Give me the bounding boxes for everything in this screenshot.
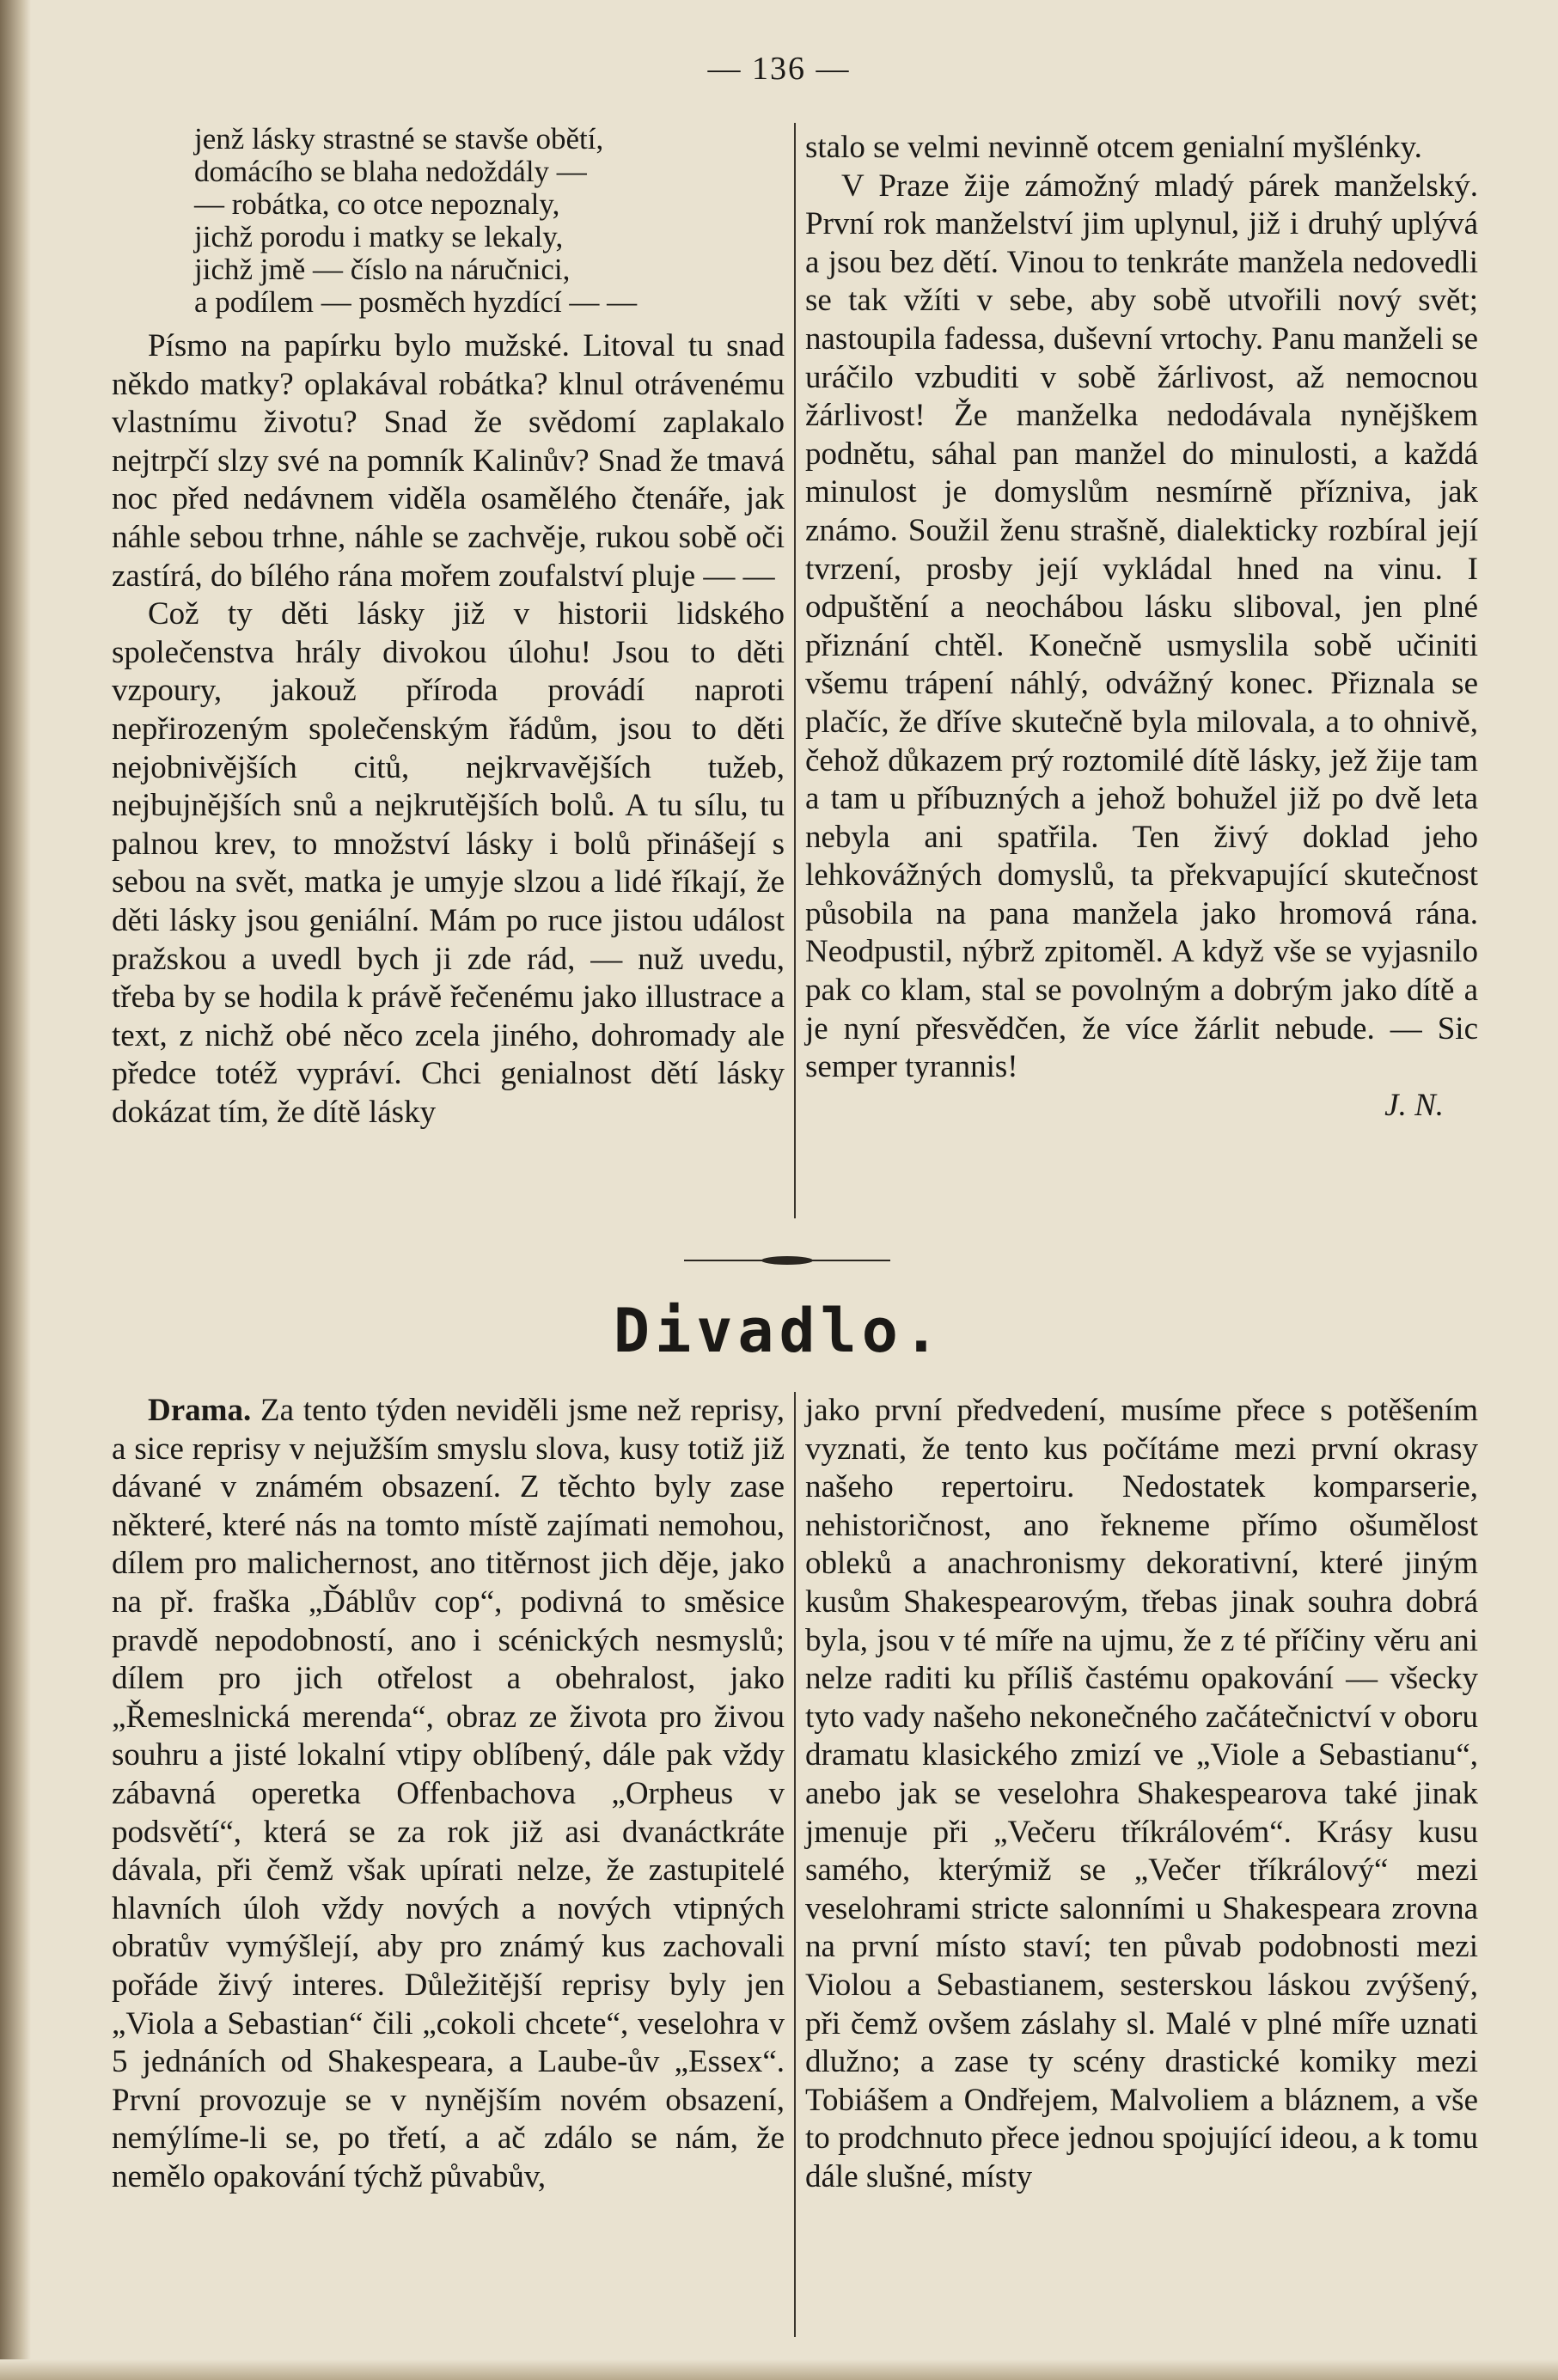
- poem-line: — robátka, co otce nepoznaly,: [194, 187, 560, 221]
- section-ornament: [684, 1256, 890, 1265]
- column-divider: [794, 1392, 796, 2337]
- drama-lead: Drama.: [148, 1393, 252, 1428]
- paragraph: jako první předvedení, musíme přece s potěšením vyznati, že tento kus počítáme mezi první okrasy našeho repertoiru. Nedostatek komparserie, nehistoričnost, ano řekneme přímo ošumělost obleků a anachronismy dekorativní, které jiným kusům Shakespearovým, třebas jinak souhra dobrá byla, jsou v té míře na ujmu, že z té příčiny věru ani nelze raditi ku příliš častému opakování — všecky tyto vady našeho nekonečného začátečnictví v oboru dramatu klasického zmizí ve „Viole a Sebastianu“, anebo jak se veselohra Shakespearova také jinak jmenuje při „Večeru tříkrálovém“. Krásy kusu samého, kterýmiž se „Večer tříkrálový“ mezi veselohrami stricte salonními u Shakespeara zrovna na první místo staví; ten půvab podobnosti mezi Violou a Sebastianem, sesterskou láskou zvýšený, při čemž ovšem záslahy sl. Malé v plné míře uznati dlužno; a zase ty scény drastické komiky mezi Tobiášem a Ondřejem, Malvoliem a bláznem, a vše to prodchnuto přece jednou spojující ideou, a k tomu dále slušné, místy: [805, 1393, 1478, 2194]
- page-bottom-edge: [0, 2359, 1558, 2380]
- page-number: — 136 —: [707, 51, 851, 87]
- section-title: Divadlo.: [613, 1296, 945, 1366]
- paragraph: Což ty děti lásky již v historii lidského společenstva hrály divokou úlohu! Jsou to děti vzpoury, jakouž příroda provádí naproti nepřirozeným společenským řádům, jsou to děti nejobnivějších citů, nejkrvavějších tužeb, nejbujnějších snů a nejkrutějších bolů. A tu sílu, tu palnou krev, to množství lásky i bolů přinášejí s sebou na svět, matka je umyje slzou a lidé říkají, že děti lásky jsou geniální. Mám po ruce jistou událost pražskou a uvedl bych ji zde rád, — nuž uvedu, třeba by se hodila k právě řečenému jako illustrace a text, z nichž obé něco zcela jiného, dohromady ale předce totéž vypráví. Chci genialnost dětí lásky dokázat tím, že dítě lásky: [112, 596, 785, 1130]
- author-signature: J. N.: [1384, 1087, 1444, 1123]
- paragraph: [112, 1392, 785, 2196]
- poem-line: jichž jmě — číslo na náručnici,: [194, 253, 571, 286]
- upper-left-column: [112, 123, 785, 1132]
- paragraph: stalo se velmi nevinně otcem genialní myšlénky.: [805, 130, 1422, 165]
- poem-line: domácího se blaha nedoždály —: [194, 155, 587, 188]
- lower-left-column: [112, 1392, 785, 2196]
- page-edge-shadow: [0, 0, 31, 2380]
- paragraph: Písmo na papírku bylo mužské. Litoval tu snad někdo matky? oplakával robátka? klnul otrávenému vlastnímu životu? Snad že svědomí zaplakalo nejtrpčí slzy své na pomník Kalinův? Snad že tmavá noc před nedávnem viděla osamělého čtenáře, jak náhle sebou trhne, náhle se zachvěje, rukou sobě oči zastírá, do bílého rána mořem zoufalství pluje — —: [112, 328, 785, 594]
- paragraph: V Praze žije zámožný mladý párek manželský. První rok manželství jim uplynul, již i druhý uplývá a jsou bez dětí. Vinou to tenkráte manžela nedovedli se tak vžíti v sebe, aby sobě utvořili nový svět; nastoupila fadessa, duševní vrtochy. Panu manželi se uráčilo vzbuditi v sobě žárlivost, až nemocnou žárlivost! Že manželka nedodávala nynějškem podnětu, sáhal pan manžel do minulosti, a každá minulost je domyslům nesmírně přízniva, jak známo. Soužil ženu strašně, dialekticky rozbíral její tvrzení, prosby její vykládal hned na vinu. I odpuštění a neochábou lásku sliboval, jen plné přiznání chtěl. Konečně usmyslila sobě učiniti všemu trápení náhlý, odvážný konec. Přiznala se plačíc, že dříve skutečně byla milovala, a to ohnivě, čehož důkazem prý roztomilé dítě lásky, jež žije tam a tam u příbuzných a jehož bohužel již po dvě leta nebyla ani spatřila. Ten živý doklad jeho lehkovážných domyslů, ta překvapující skutečnost působila na pana manžela jako hromová rána. Neodpustil, nýbrž zpitoměl. A když vše se vyjasnilo pak co klam, stal se povolným a dobrým jako dítě a je nyní přesvědčen, že více žárlit nebude. — Sic semper tyrannis!: [805, 168, 1478, 1085]
- column-divider: [794, 123, 796, 1218]
- lower-right-column: [805, 1392, 1478, 2196]
- upper-right-column: [805, 129, 1478, 1125]
- paragraph-text: Za tento týden neviděli jsme než reprisy, a sice reprisy v nejužším smyslu slova, kusy totiž již dávané v známém obsazení. Z těchto byly zase některé, které nás na tomto místě zajímati nemohou, dílem pro malichernost, ano titěrnost jich děje, jako na př. fraška „Ďáblův cop“, podivná to směsice pravdě nepodobností, ano i scénických nesmyslů; dílem pro jich otřelost a obehralost, jako „Řemeslnická merenda“, obraz ze života pro živou souhru a jisté lokalní vtipy oblíbený, dále pak vždy zábavná operetka Offenbachova „Orpheus v podsvětí“, která se za rok již asi dvanáctkráte dávala, při čemž však upírati nelze, že zastupitelé hlavních úloh vždy nových a nových vtipných obratův vymýšlejí, aby pro známý kus zachovali pořáde živý interes. Důležitější reprisy byly jen „Viola a Sebastian“ čili „cokoli chcete“, veselohra v 5 jednáních od Shakespeara, a Laube-ův „Essex“. První provozuje se v nynějším novém obsazení, nemýlíme-li se, po třetí, a ač zdálo se nám, že nemělo opakování týchž půvabův,: [112, 1393, 785, 2194]
- poem-stanza: [112, 123, 785, 319]
- poem-line: jenž lásky strastné se stavše obětí,: [194, 122, 604, 156]
- poem-line: jichž porodu i matky se lekaly,: [194, 220, 564, 253]
- poem-line: a podílem — posměch hyzdící — —: [194, 285, 638, 319]
